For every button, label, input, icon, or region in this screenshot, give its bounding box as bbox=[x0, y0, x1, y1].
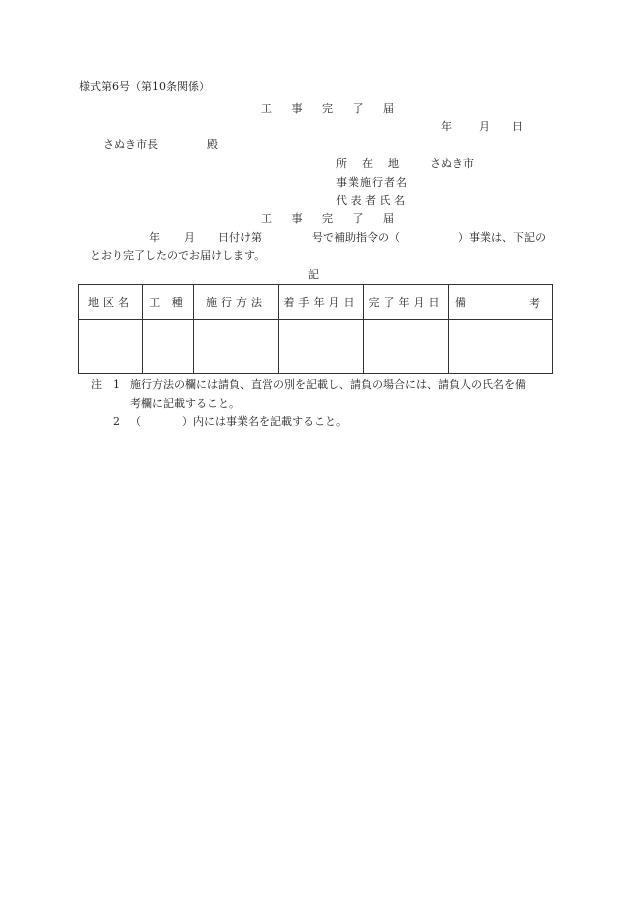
header-remarks-end: 考 bbox=[529, 297, 544, 310]
addressee-name: さぬき市長 bbox=[103, 138, 158, 151]
note-1-line1: 施行方法の欄には請負、直営の別を記載し、請負の場合には、請負人の氏名を備 bbox=[130, 378, 526, 391]
address-label: 所 在 地 bbox=[336, 157, 401, 170]
cell-completion-date bbox=[364, 320, 449, 374]
body-year: 年 bbox=[149, 231, 160, 244]
record-table bbox=[78, 284, 553, 374]
body-line2: とおり完了したのでお届けします。 bbox=[90, 249, 266, 262]
subtitle: 工 事 完 了 届 bbox=[261, 212, 402, 225]
cell-start-date bbox=[279, 320, 364, 374]
header-work-type: 工 種 bbox=[143, 285, 194, 320]
header-completion-date: 完了年月日 bbox=[364, 285, 449, 320]
header-method: 施行方法 bbox=[194, 285, 279, 320]
body-month: 月 bbox=[184, 231, 195, 244]
date-month: 月 bbox=[479, 120, 490, 133]
note-2-close: ）内には事業名を記載すること。 bbox=[182, 415, 347, 428]
header-remarks bbox=[449, 285, 553, 320]
note-2-number: 2 bbox=[113, 415, 120, 428]
table-row bbox=[79, 320, 553, 374]
representative-label: 代 表 者 氏 名 bbox=[336, 194, 405, 207]
address-value: さぬき市 bbox=[430, 157, 474, 170]
body-dated-no: 日付け第 bbox=[218, 231, 262, 244]
operator-label: 事業施行者名 bbox=[336, 176, 408, 189]
note-2-open: （ bbox=[130, 415, 141, 428]
body-reference: 号で補助指令の（ bbox=[312, 231, 400, 244]
date-day: 日 bbox=[512, 120, 523, 133]
cell-work-type bbox=[143, 320, 194, 374]
notes-label: 注 bbox=[91, 378, 102, 391]
cell-district bbox=[79, 320, 143, 374]
header-district: 地区名 bbox=[79, 285, 143, 320]
date-year: 年 bbox=[441, 120, 452, 133]
record-label: 記 bbox=[308, 268, 319, 281]
header-start-date: 着手年月日 bbox=[279, 285, 364, 320]
note-1-number: 1 bbox=[113, 378, 120, 391]
table-header-row bbox=[79, 285, 553, 320]
body-after: ）事業は、下記の bbox=[458, 231, 546, 244]
form-number: 様式第6号（第10条関係） bbox=[79, 80, 210, 93]
addressee-honorific: 殿 bbox=[207, 138, 218, 151]
cell-method bbox=[194, 320, 279, 374]
header-remarks-start: 備 bbox=[455, 296, 470, 309]
cell-remarks bbox=[449, 320, 553, 374]
note-1-line2: 考欄に記載すること。 bbox=[130, 397, 240, 410]
document-title: 工 事 完 了 届 bbox=[261, 102, 402, 115]
